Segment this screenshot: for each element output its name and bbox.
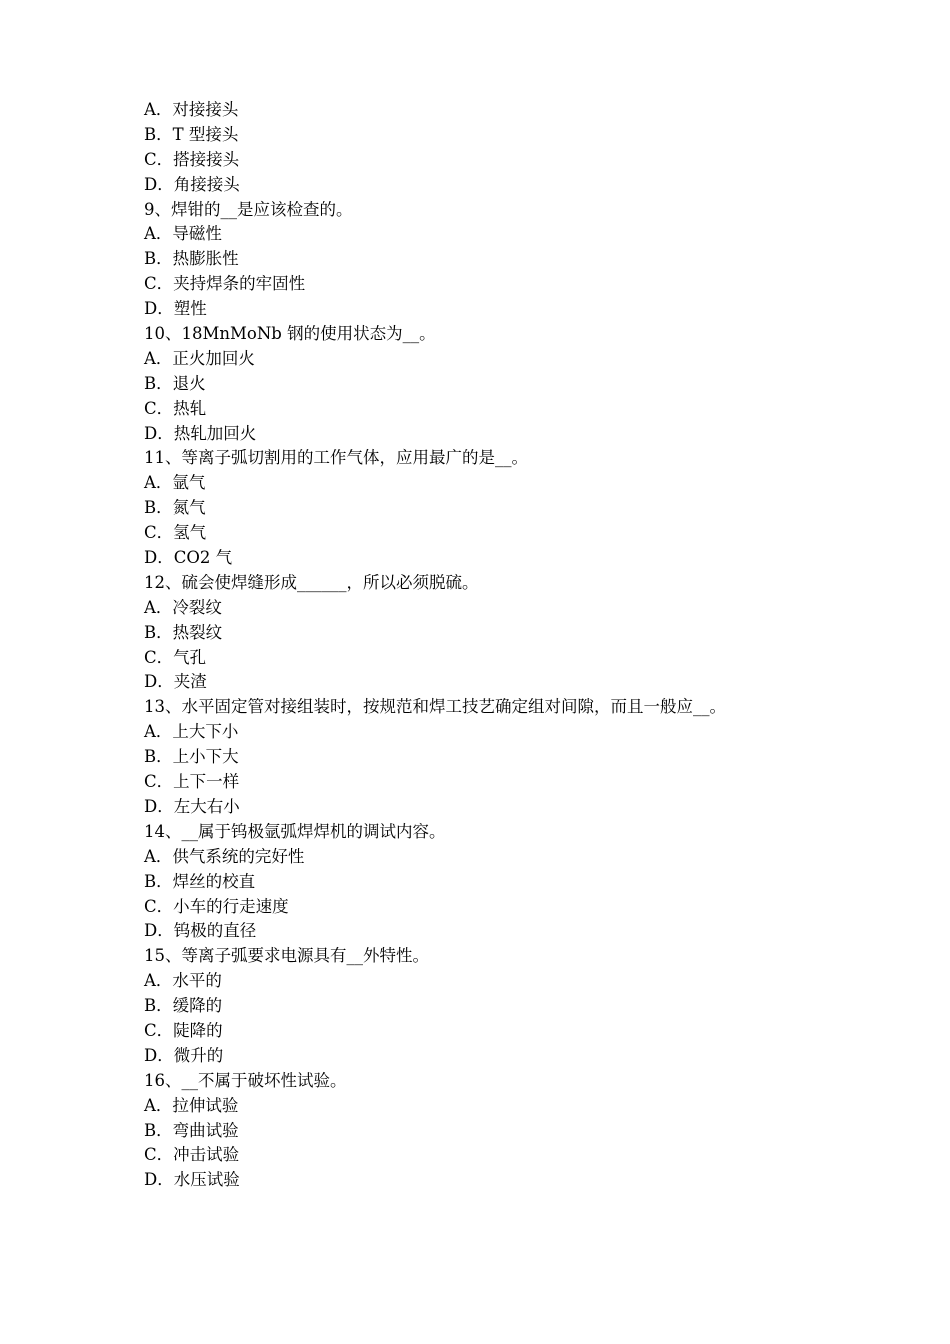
- question-line: 14、__属于钨极氩弧焊焊机的调试内容。: [144, 821, 446, 841]
- option-line: C．热轧: [144, 398, 207, 418]
- option-line: C．搭接接头: [144, 149, 240, 169]
- option-line: C．陡降的: [144, 1020, 223, 1040]
- option-line: A．对接接头: [144, 100, 239, 119]
- option-line: D．夹渣: [144, 672, 207, 692]
- option-line: D．微升的: [144, 1045, 224, 1065]
- option-line: C．冲击试验: [144, 1145, 240, 1165]
- question-line: 16、__不属于破坏性试验。: [144, 1070, 347, 1090]
- option-line: A．冷裂纹: [144, 597, 222, 617]
- option-line: A．拉伸试验: [144, 1095, 239, 1115]
- option-line: D．左大右小: [144, 796, 240, 816]
- option-line: B．热膨胀性: [144, 249, 239, 269]
- question-line: 11、等离子弧切割用的工作气体，应用最广的是__。: [144, 448, 528, 468]
- option-line: B．焊丝的校直: [144, 871, 256, 891]
- option-line: C．上下一样: [144, 772, 240, 792]
- option-line: D．角接接头: [144, 174, 240, 194]
- option-line: C．小车的行走速度: [144, 896, 289, 916]
- option-line: B．热裂纹: [144, 622, 223, 642]
- option-line: A．上大下小: [144, 722, 239, 742]
- question-line: 12、硫会使焊缝形成______，所以必须脱硫。: [144, 572, 479, 592]
- question-line: 13、水平固定管对接组装时，按规范和焊工技艺确定组对间隙，而且一般应__。: [144, 697, 726, 717]
- option-line: C．夹持焊条的牢固性: [144, 274, 306, 294]
- option-line: A．氩气: [144, 473, 206, 493]
- option-line: A．水平的: [144, 971, 222, 991]
- option-line: A．导磁性: [144, 224, 222, 244]
- option-line: B．上小下大: [144, 747, 239, 767]
- option-line: A．正火加回火: [144, 348, 255, 368]
- option-line: B．缓降的: [144, 996, 223, 1016]
- option-line: A．供气系统的完好性: [144, 846, 305, 866]
- option-line: D．水压试验: [144, 1170, 240, 1190]
- document-page: [144, 98, 844, 1193]
- question-line: 9、焊钳的__是应该检查的。: [144, 199, 353, 219]
- option-line: C．氢气: [144, 523, 207, 543]
- option-line: B．弯曲试验: [144, 1120, 239, 1140]
- question-line: 15、等离子弧要求电源具有__外特性。: [144, 946, 429, 966]
- option-line: C．气孔: [144, 647, 207, 667]
- question-line: 10、18MnMoNb 钢的使用状态为__。: [144, 324, 436, 344]
- option-line: D．CO2 气: [144, 548, 233, 568]
- option-line: B．T 型接头: [144, 124, 239, 144]
- option-line: D．钨极的直径: [144, 921, 257, 941]
- option-line: B．氮气: [144, 498, 206, 518]
- option-line: D．热轧加回火: [144, 423, 257, 443]
- option-line: D．塑性: [144, 299, 207, 319]
- option-line: B．退火: [144, 373, 206, 393]
